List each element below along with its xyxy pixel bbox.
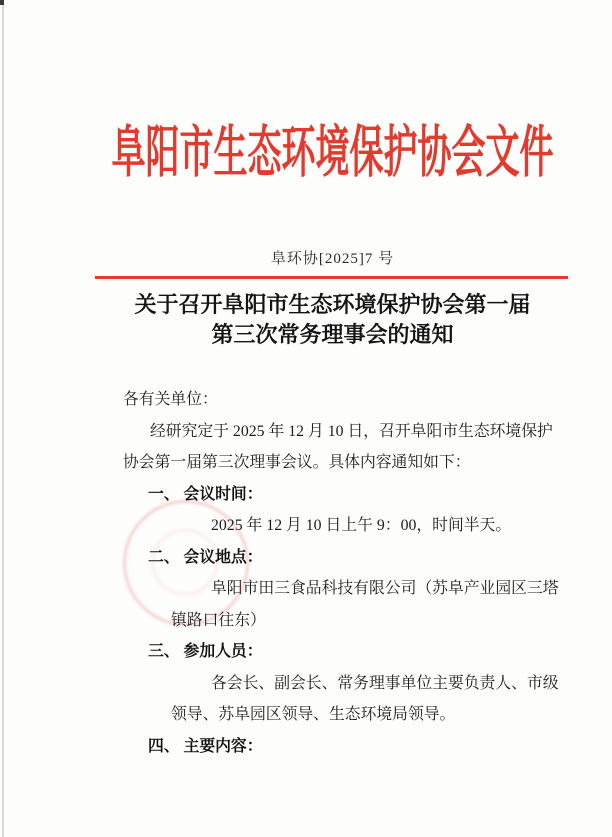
section-3-content: 各会长、副会长、常务理事单位主要负责人、市级领导、苏阜园区领导、生态环境局领导。 — [171, 674, 559, 723]
notice-body — [95, 384, 568, 762]
section-4-heading: 四、 主要内容： — [148, 737, 263, 755]
section-1-heading: 一、 会议时间： — [148, 485, 263, 503]
salutation: 各有关单位： — [123, 391, 218, 408]
red-divider-line — [95, 276, 568, 279]
notice-title — [76, 290, 589, 350]
section-1-content: 2025 年 12 月 10 日上午 9：00，时间半天。 — [211, 517, 512, 534]
doc-number: 阜环协[2025]7 号 — [270, 251, 395, 267]
intro-paragraph: 经研究定于 2025 年 12 月 10 日，召开阜阳市生态环境保护协会第一届第三次理事会议。具体内容通知如下： — [123, 422, 553, 471]
notice-title-line2: 第三次常务理事会的通知 — [211, 322, 454, 347]
scan-corner-mark — [0, 0, 4, 5]
letterhead-title: 阜阳市生态环境保护协会文件 — [111, 123, 554, 185]
notice-title-line1: 关于召开阜阳市生态环境保护协会第一届 — [134, 292, 531, 317]
section-2-heading: 二、 会议地点： — [148, 548, 263, 566]
section-3-heading: 三、 参加人员： — [148, 643, 263, 660]
scan-edge-line — [2, 0, 4, 837]
section-2-content: 阜阳市田三食品科技有限公司（苏阜产业园区三塔镇路口往东） — [171, 580, 559, 629]
